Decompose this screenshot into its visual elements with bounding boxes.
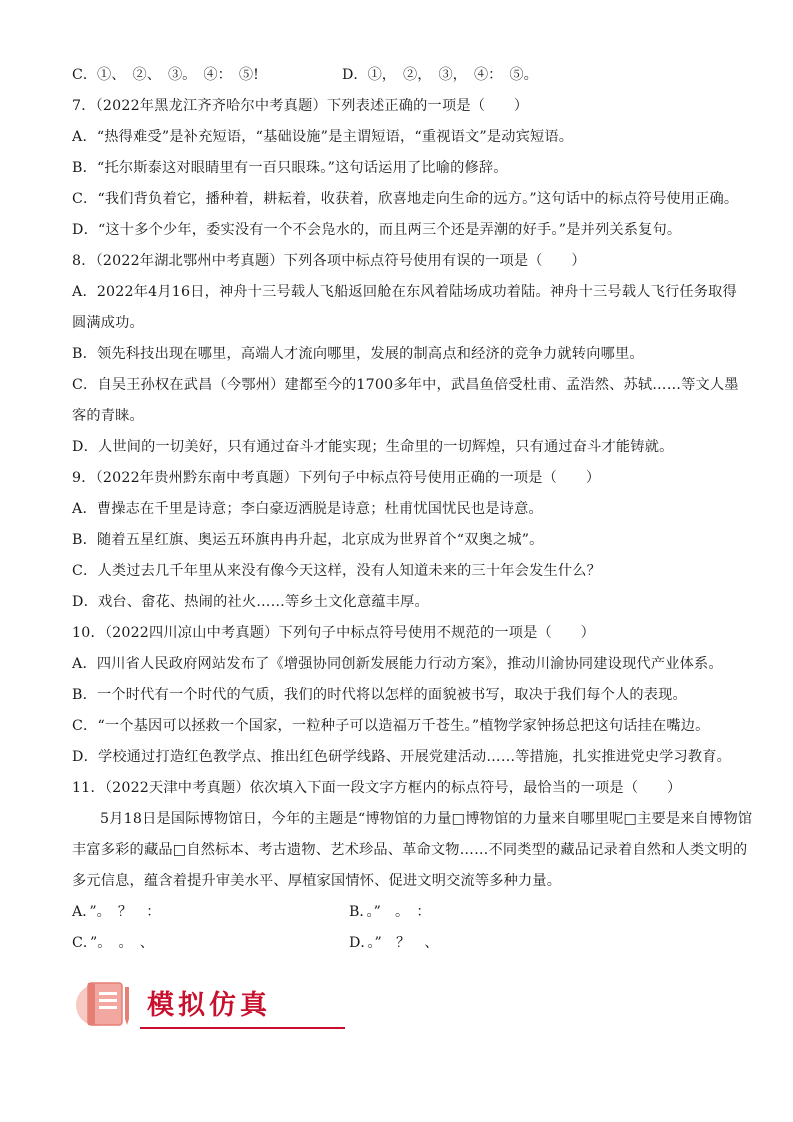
options-row <box>72 897 724 928</box>
text-line: 丰富多彩的藏品□自然标本、考古遗物、艺术珍品、革命文物……不同类型的藏品记录着自然和人类文明的 <box>72 842 748 858</box>
text-line: 多元信息，蕴含着提升审美水平、厚植家国情怀、促进文明交流等多种力量。 <box>72 873 562 889</box>
text-line: D．“这十多个少年，委实没有一个不会凫水的，而且两三个还是弄潮的好手。”是并列关系复句。 <box>72 222 682 238</box>
text-line: D．学校通过打造红色教学点、推出红色研学线路、开展党建活动……等措施，扎实推进党史学习教育。 <box>72 749 732 765</box>
option-text: B．。” 。 ： <box>349 904 431 920</box>
book-icon <box>75 975 137 1033</box>
option-text: A．”。 ？ ： <box>72 904 161 920</box>
text-line: D．人世间的一切美好，只有通过奋斗才能实现；生命里的一切辉煌，只有通过奋斗才能铸就。 <box>72 439 674 455</box>
text-line: C．自吴王孙权在武昌（今鄂州）建都至今的1700多年中，武昌鱼倍受杜甫、孟浩然、苏轼……等文人墨 <box>72 377 739 393</box>
banner-title: 模拟仿真 <box>147 990 271 1021</box>
section-banner <box>75 975 285 1035</box>
question-stem: 11．（2022天津中考真题）依次填入下面一段文字方框内的标点符号，最恰当的一项是（ ） <box>72 780 682 796</box>
document-body <box>72 60 753 959</box>
text-line: C．人类过去几千年里从来没有像今天这样，没有人知道未来的三十年会发生什么？ <box>72 563 602 579</box>
options-row <box>72 60 724 91</box>
text-line: A．曹操志在千里是诗意；李白豪迈洒脱是诗意；杜甫忧国忧民也是诗意。 <box>72 501 543 517</box>
options-row <box>72 928 724 959</box>
text-line: B．一个时代有一个时代的气质，我们的时代将以怎样的面貌被书写，取决于我们每个人的表现。 <box>72 687 687 703</box>
banner-underline <box>140 1027 345 1029</box>
text-line: B．随着五星红旗、奥运五环旗冉冉升起，北京成为世界首个“双奥之城”。 <box>72 532 544 548</box>
text-line: A．四川省人民政府网站发布了《增强协同创新发展能力行动方案》，推动川渝协同建设现代产业体系。 <box>72 656 723 672</box>
question-stem: 8．（2022年湖北鄂州中考真题）下列各项中标点符号使用有误的一项是（ ） <box>72 253 586 269</box>
text-line: A．“热得难受”是补充短语，“基础设施”是主谓短语，“重视语文”是动宾短语。 <box>72 129 574 145</box>
option-text: C．”。 。 、 <box>72 935 154 951</box>
text-line: B．领先科技出现在哪里，高端人才流向哪里，发展的制高点和经济的竞争力就转向哪里。 <box>72 346 644 362</box>
question-stem: 10．（2022四川凉山中考真题）下列句子中标点符号使用不规范的一项是（ ） <box>72 625 596 641</box>
question-stem: 9．（2022年贵州黔东南中考真题）下列句子中标点符号使用正确的一项是（ ） <box>72 470 601 486</box>
text-line: A．2022年4月16日，神舟十三号载人飞船返回舱在东风着陆场成功着陆。神舟十三号载人飞行任务取得 <box>72 284 737 300</box>
text-line: B．“托尔斯泰这对眼睛里有一百只眼珠。”这句话运用了比喻的修辞。 <box>72 160 508 176</box>
option-text: D．。” ？ 、 <box>349 935 439 951</box>
text-line: C．“我们背负着它，播种着，耕耘着，收获着，欣喜地走向生命的远方。”这句话中的标点符号使用正确。 <box>72 191 739 207</box>
text-line: 圆满成功。 <box>72 315 144 331</box>
text-line: 客的青睐。 <box>72 408 144 424</box>
option-text: C．①、 ②、 ③。 ④： ⑤! <box>72 67 259 83</box>
question-stem: 7．（2022年黑龙江齐齐哈尔中考真题）下列表述正确的一项是（ ） <box>72 98 529 114</box>
text-line: D．戏台、畲花、热闹的社火……等乡土文化意蕴丰厚。 <box>72 594 429 610</box>
text-line: C．“一个基因可以拯救一个国家，一粒种子可以造福万千苍生。”植物学家钟扬总把这句话挂在嘴边。 <box>72 718 710 734</box>
passage-text: 5月18日是国际博物馆日，今年的主题是“博物馆的力量□博物馆的力量来自哪里呢□主要是来自博物馆 <box>100 811 753 827</box>
option-text: D．①， ②， ③， ④： ⑤。 <box>342 67 538 83</box>
